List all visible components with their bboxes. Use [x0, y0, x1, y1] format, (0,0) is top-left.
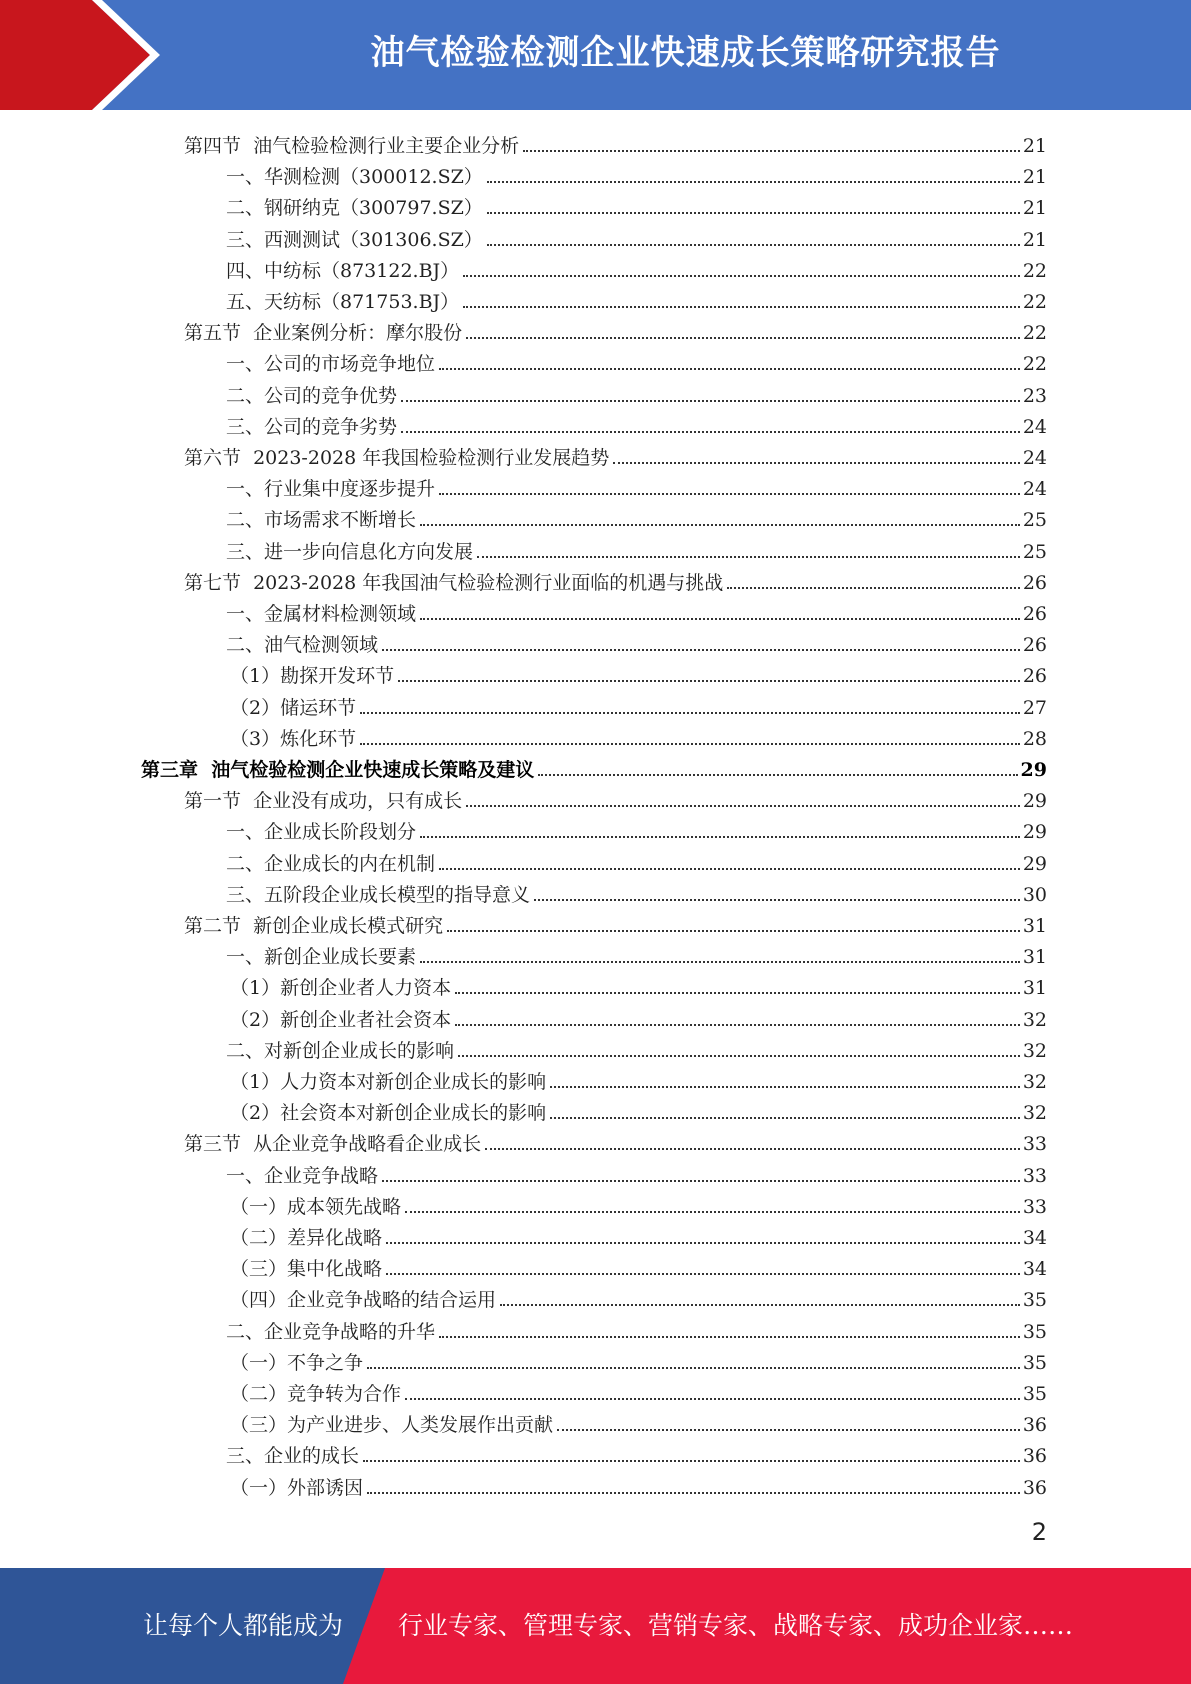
toc-entry-page: 36 [1022, 1476, 1047, 1499]
toc-entry-page: 31 [1022, 977, 1047, 1000]
toc-entry-page: 36 [1022, 1414, 1047, 1437]
toc-entry[interactable] [226, 845, 1047, 876]
toc-entry[interactable] [230, 1188, 1047, 1219]
toc-entry[interactable] [226, 876, 1047, 907]
toc-entry[interactable] [230, 1469, 1047, 1500]
toc-entry-label: （一）成本领先战略 [230, 1195, 402, 1218]
toc-entry-page: 21 [1022, 197, 1047, 220]
toc-entry-label: 二、企业竞争战略的升华 [226, 1320, 436, 1343]
toc-entry-label: 一、华测检测（300012.SZ） [226, 166, 483, 189]
toc-entry-page: 29 [1022, 790, 1047, 813]
toc-entry-label: 第三节 从企业竞争战略看企业成长 [184, 1133, 482, 1156]
toc-dot-leader [447, 930, 1020, 932]
toc-entry-page: 35 [1022, 1351, 1047, 1374]
toc-entry-page: 29 [1022, 852, 1047, 875]
toc-dot-leader [538, 774, 1017, 776]
toc-entry[interactable] [184, 439, 1047, 470]
toc-entry[interactable] [226, 1032, 1047, 1063]
toc-entry-label: 二、市场需求不断增长 [226, 509, 417, 532]
toc-entry-page: 23 [1022, 384, 1047, 407]
toc-entry[interactable] [226, 470, 1047, 501]
toc-entry-label: 第七节 2023-2028 年我国油气检验检测行业面临的机遇与挑战 [184, 571, 724, 594]
toc-dot-leader [382, 649, 1020, 651]
toc-entry[interactable] [184, 564, 1047, 595]
toc-entry-label: 一、公司的市场竞争地位 [226, 353, 436, 376]
toc-entry[interactable] [226, 252, 1047, 283]
toc-entry-label: 第一节 企业没有成功，只有成长 [184, 790, 463, 813]
toc-entry-label: （2）社会资本对新创企业成长的影响 [230, 1102, 547, 1125]
toc-dot-leader [534, 899, 1020, 901]
toc-entry[interactable] [226, 158, 1047, 189]
toc-entry-label: 三、西测测试（301306.SZ） [226, 228, 483, 251]
toc-entry-page: 35 [1022, 1320, 1047, 1343]
toc-dot-leader [613, 462, 1020, 464]
toc-dot-leader [420, 618, 1020, 620]
toc-entry-page: 32 [1022, 1071, 1047, 1093]
toc-dot-leader [360, 712, 1020, 714]
toc-chapter-entry[interactable] [141, 751, 1047, 782]
toc-entry-page: 26 [1022, 634, 1047, 657]
toc-entry-page: 21 [1022, 228, 1047, 251]
page-header [0, 0, 1191, 110]
toc-entry[interactable] [230, 1406, 1047, 1437]
toc-entry-label: （3）炼化环节 [230, 727, 357, 750]
toc-entry[interactable] [226, 626, 1047, 657]
toc-dot-leader [420, 836, 1020, 838]
toc-entry-label: 三、公司的竞争劣势 [226, 415, 398, 438]
toc-dot-leader [386, 1242, 1020, 1244]
toc-entry[interactable] [184, 1125, 1047, 1156]
toc-dot-leader [523, 150, 1020, 152]
toc-entry[interactable] [184, 782, 1047, 813]
toc-entry[interactable] [230, 657, 1047, 688]
toc-entry[interactable] [226, 189, 1047, 220]
toc-entry-page: 26 [1022, 665, 1047, 688]
toc-entry-label: 二、企业成长的内在机制 [226, 852, 436, 875]
page-number: 2 [1031, 1518, 1047, 1546]
toc-entry[interactable] [184, 314, 1047, 345]
toc-entry-page: 29 [1020, 759, 1047, 781]
toc-dot-leader [463, 275, 1020, 277]
toc-dot-leader [458, 1055, 1020, 1057]
toc-entry-page: 22 [1022, 259, 1047, 282]
toc-entry[interactable] [226, 408, 1047, 439]
toc-entry-label: 第二节 新创企业成长模式研究 [184, 915, 444, 937]
toc-dot-leader [487, 244, 1020, 246]
toc-entry-label: （1）勘探开发环节 [230, 665, 395, 688]
toc-dot-leader [401, 400, 1020, 402]
toc-dot-leader [367, 1367, 1020, 1369]
toc-entry[interactable] [230, 1063, 1047, 1094]
toc-entry[interactable] [230, 1094, 1047, 1125]
toc-entry[interactable] [230, 1250, 1047, 1281]
toc-entry-page: 24 [1022, 478, 1047, 501]
toc-dot-leader [466, 805, 1020, 807]
toc-entry-label: （2）新创企业者社会资本 [230, 1008, 452, 1031]
toc-dot-leader [363, 1460, 1020, 1462]
toc-dot-leader [439, 368, 1020, 370]
toc-dot-leader [401, 431, 1020, 433]
toc-dot-leader [485, 1148, 1020, 1150]
toc-dot-leader [420, 961, 1020, 963]
toc-entry[interactable] [226, 813, 1047, 844]
toc-entry-label: （二）竞争转为合作 [230, 1383, 402, 1405]
toc-entry[interactable] [226, 533, 1047, 564]
toc-entry[interactable] [226, 345, 1047, 376]
toc-entry[interactable] [184, 907, 1047, 938]
toc-dot-leader [550, 1086, 1020, 1088]
toc-entry[interactable] [184, 127, 1047, 158]
toc-dot-leader [463, 306, 1020, 308]
toc-entry-label: 第五节 企业案例分析：摩尔股份 [184, 322, 463, 345]
toc-entry[interactable] [230, 1344, 1047, 1375]
report-title: 油气检验检测企业快速成长策略研究报告 [370, 33, 1001, 73]
toc-entry-page: 31 [1022, 946, 1047, 969]
toc-entry-label: 一、金属材料检测领域 [226, 603, 417, 625]
toc-entry-label: 二、油气检测领域 [226, 634, 379, 657]
toc-entry-page: 33 [1022, 1133, 1047, 1156]
toc-entry[interactable] [226, 1157, 1047, 1188]
toc-dot-leader [487, 181, 1020, 183]
toc-entry-label: 一、企业竞争战略 [226, 1164, 379, 1187]
toc-dot-leader [367, 1492, 1020, 1494]
toc-entry-page: 34 [1022, 1258, 1047, 1281]
toc-dot-leader [455, 992, 1020, 994]
toc-entry-label: 一、企业成长阶段划分 [226, 821, 417, 844]
toc-entry-page: 21 [1022, 166, 1047, 189]
toc-dot-leader [398, 680, 1020, 682]
toc-entry-label: 二、对新创企业成长的影响 [226, 1039, 455, 1062]
toc-dot-leader [487, 212, 1020, 214]
header-red-arrow [0, 0, 150, 110]
toc-entry[interactable] [230, 1281, 1047, 1312]
toc-entry-label: 三、五阶段企业成长模型的指导意义 [226, 883, 531, 906]
toc-entry-page: 30 [1022, 883, 1047, 906]
toc-entry[interactable] [226, 938, 1047, 969]
toc-dot-leader [466, 337, 1020, 339]
toc-entry[interactable] [226, 377, 1047, 408]
toc-entry[interactable] [230, 720, 1047, 751]
toc-entry-label: （1）新创企业者人力资本 [230, 977, 452, 1000]
toc-entry-page: 29 [1022, 821, 1047, 844]
toc-entry-label: （二）差异化战略 [230, 1227, 383, 1249]
toc-dot-leader [420, 524, 1020, 526]
toc-entry-label: 四、中纺标（873122.BJ） [226, 259, 460, 282]
toc-entry-label: 一、行业集中度逐步提升 [226, 478, 436, 501]
toc-entry-label: 三、进一步向信息化方向发展 [226, 540, 474, 563]
toc-entry[interactable] [230, 689, 1047, 720]
toc-entry-label: （一）不争之争 [230, 1351, 364, 1374]
toc-entry-page: 26 [1022, 571, 1047, 594]
toc-entry-label: 三、企业的成长 [226, 1445, 360, 1468]
toc-entry-label: 第六节 2023-2028 年我国检验检测行业发展趋势 [184, 447, 610, 469]
toc-entry-page: 22 [1022, 353, 1047, 376]
page-footer [0, 1568, 1191, 1684]
toc-entry-page: 22 [1022, 291, 1047, 313]
toc-entry[interactable] [226, 221, 1047, 252]
toc-entry-label: （2）储运环节 [230, 696, 357, 719]
toc-entry[interactable] [230, 1375, 1047, 1406]
toc-entry-label: （四）企业竞争战略的结合运用 [230, 1289, 497, 1312]
toc-dot-leader [439, 868, 1020, 870]
toc-entry-page: 36 [1022, 1445, 1047, 1468]
toc-dot-leader [455, 1024, 1020, 1026]
toc-entry-page: 24 [1022, 415, 1047, 438]
footer-slogan-right: 行业专家、管理专家、营销专家、战略专家、成功企业家…… [398, 1611, 1074, 1640]
toc-dot-leader [439, 1336, 1020, 1338]
footer-slogan-left: 让每个人都能成为 [143, 1611, 344, 1640]
toc-dot-leader [727, 587, 1020, 589]
toc-dot-leader [550, 1117, 1020, 1119]
toc-entry-label: 第四节 油气检验检测行业主要企业分析 [184, 135, 520, 157]
toc-entry-page: 22 [1022, 322, 1047, 345]
toc-entry-label: （一）外部诱因 [230, 1476, 364, 1499]
toc-entry-page: 31 [1022, 915, 1047, 937]
toc-entry-label: 一、新创企业成长要素 [226, 946, 417, 969]
toc-dot-leader [439, 493, 1020, 495]
toc-dot-leader [405, 1211, 1020, 1213]
toc-entry-label: 二、公司的竞争优势 [226, 384, 398, 407]
toc-entry-page: 28 [1022, 727, 1047, 750]
toc-entry[interactable] [226, 595, 1047, 626]
toc-entry-label: （三）为产业进步、人类发展作出贡献 [230, 1414, 554, 1437]
toc-entry-label: 第三章 油气检验检测企业快速成长策略及建议 [141, 759, 535, 781]
toc-entry-page: 33 [1022, 1195, 1047, 1218]
toc-entry-page: 33 [1022, 1164, 1047, 1187]
toc-dot-leader [405, 1398, 1020, 1400]
toc-entry-page: 27 [1022, 696, 1047, 719]
toc-entry-page: 35 [1022, 1383, 1047, 1405]
toc-entry-page: 32 [1022, 1008, 1047, 1031]
toc-dot-leader [386, 1273, 1020, 1275]
toc-entry[interactable] [230, 969, 1047, 1000]
toc-entry-label: （1）人力资本对新创企业成长的影响 [230, 1071, 547, 1093]
toc-entry-page: 25 [1022, 509, 1047, 532]
toc-dot-leader [382, 1180, 1020, 1182]
toc-entry-label: 五、天纺标（871753.BJ） [226, 291, 460, 313]
toc-entry-page: 21 [1022, 135, 1047, 157]
toc-dot-leader [477, 556, 1020, 558]
toc-entry[interactable] [230, 1219, 1047, 1250]
toc-entry-page: 32 [1022, 1102, 1047, 1125]
toc-entry-label: （三）集中化战略 [230, 1258, 383, 1281]
toc-dot-leader [360, 743, 1020, 745]
toc-entry-page: 24 [1022, 447, 1047, 469]
toc-entry-page: 26 [1022, 603, 1047, 625]
toc-entry-page: 32 [1022, 1039, 1047, 1062]
toc-dot-leader [557, 1429, 1020, 1431]
toc-entry-page: 35 [1022, 1289, 1047, 1312]
toc-entry-page: 25 [1022, 540, 1047, 563]
toc-entry-label: 二、钢研纳克（300797.SZ） [226, 197, 483, 220]
toc-entry[interactable] [230, 1001, 1047, 1032]
toc-dot-leader [500, 1304, 1020, 1306]
toc-entry[interactable] [226, 283, 1047, 314]
toc-entry-page: 34 [1022, 1227, 1047, 1249]
toc-entry[interactable] [226, 1313, 1047, 1344]
toc-entry[interactable] [226, 1437, 1047, 1468]
toc-entry[interactable] [226, 501, 1047, 532]
